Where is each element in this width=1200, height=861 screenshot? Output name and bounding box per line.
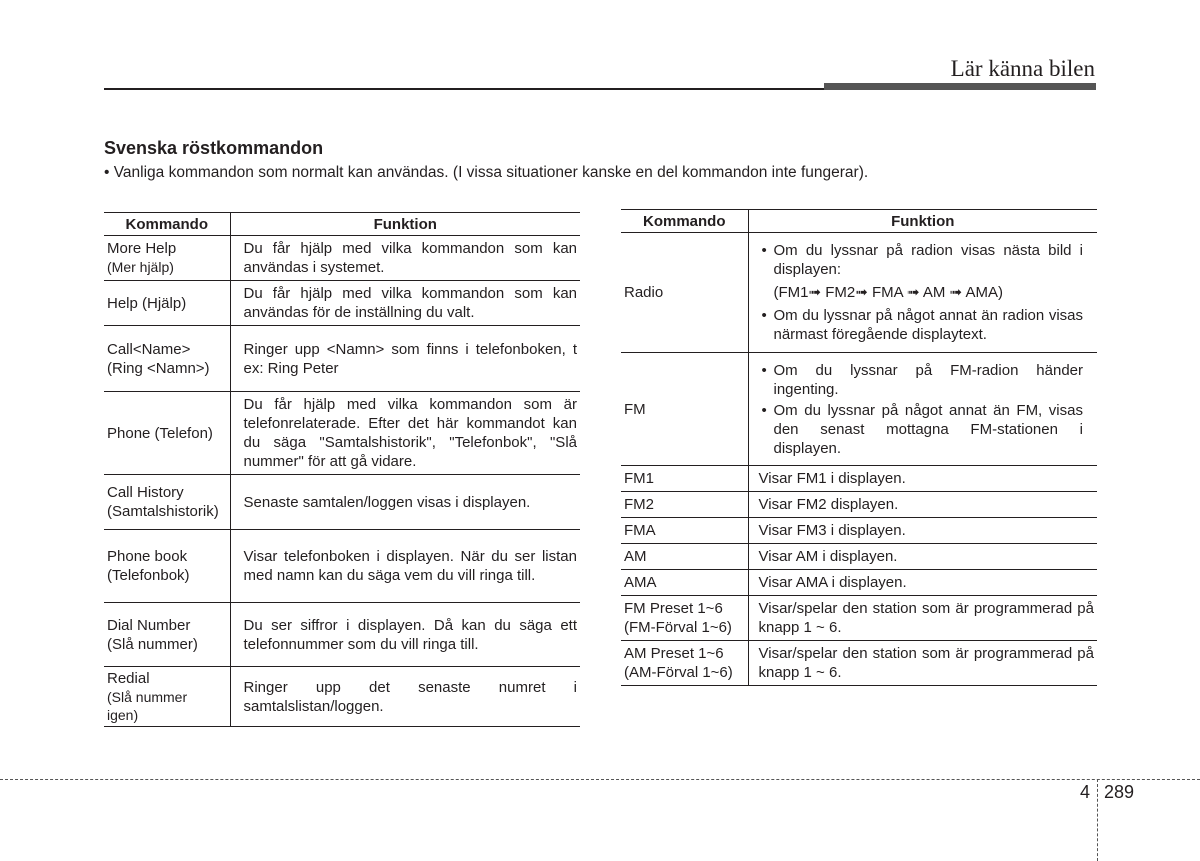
command-name: Redial <box>107 670 150 687</box>
command-name: FMA <box>621 518 748 544</box>
column-header-command: Kommando <box>104 213 230 236</box>
command-translation: (Slå nummer igen) <box>107 689 188 723</box>
function-bullet: • Om du lyssnar på något annat än FM, visas den senast mottagna FM-stationen i displayen. <box>761 401 1083 457</box>
mode-sequence: (FM1➟ FM2➟ FMA ➟ AM ➟ AMA) <box>773 284 1003 301</box>
command-translation: (Slå nummer) <box>107 635 198 653</box>
table-row <box>104 530 580 603</box>
header-rule-accent <box>824 83 1096 90</box>
command-name: AM Preset 1~6 <box>624 645 724 662</box>
command-function: Visar/spelar den station som är programmerad på knapp 1 ~ 6. <box>748 596 1097 641</box>
table-row <box>621 353 1097 466</box>
command-function: Visar FM1 i displayen. <box>748 466 1097 492</box>
command-function: Visar FM3 i displayen. <box>748 518 1097 544</box>
command-function: Visar AMA i displayen. <box>748 570 1097 596</box>
command-function: Du ser siffror i displayen. Då kan du säga ett telefonnummer som du vill ringa till. <box>230 603 580 667</box>
command-name: More Help <box>107 240 177 257</box>
table-row <box>621 233 1097 353</box>
command-function: Senaste samtalen/loggen visas i displayen. <box>230 475 580 530</box>
page-header-title: Lär känna bilen <box>950 56 1095 81</box>
command-name: FM <box>621 353 748 466</box>
table-row <box>104 281 580 326</box>
command-translation: (Ring <Namn>) <box>107 359 210 377</box>
command-translation: (FM-Förval 1~6) <box>624 619 732 636</box>
function-bullet: • Om du lyssnar på radion visas nästa bild i displayen: <box>761 242 1083 278</box>
command-name: Call History <box>107 484 184 501</box>
command-name: FM1 <box>621 466 748 492</box>
command-function: Visar AM i displayen. <box>748 544 1097 570</box>
command-translation: (Samtalshistorik) <box>107 503 219 520</box>
table-row <box>621 544 1097 570</box>
table-row <box>104 392 580 475</box>
command-function: Du får hjälp med vilka kommandon som kan användas i systemet. <box>230 236 580 281</box>
command-function: Ringer upp <Namn> som finns i telefonboken, t ex: Ring Peter <box>230 326 580 392</box>
function-bullet: • Om du lyssnar på FM-radion händer ingenting. <box>761 361 1083 398</box>
table-row <box>104 326 580 392</box>
command-name: Help (Hjälp) <box>107 294 187 312</box>
section-intro: • Vanliga kommandon som normalt kan användas. (I vissa situationer kanske en del kommandon inte fungerar). <box>104 164 869 181</box>
command-name: FM2 <box>621 492 748 518</box>
command-function: Visar FM2 displayen. <box>748 492 1097 518</box>
function-bullet: • Om du lyssnar på något annat än radion visas närmast föregående displaytext. <box>761 307 1083 343</box>
command-name: AMA <box>621 570 748 596</box>
table-row <box>104 475 580 530</box>
table-row <box>621 641 1097 686</box>
footer-divider <box>1097 779 1098 861</box>
column-header-function: Funktion <box>230 213 580 236</box>
command-name: Phone book <box>107 548 188 565</box>
table-row <box>621 518 1097 544</box>
command-name: Dial Number <box>107 616 191 634</box>
phone-commands-table <box>104 212 580 727</box>
chapter-number: 4 <box>1080 782 1091 802</box>
table-row <box>104 236 580 281</box>
command-name: AM <box>621 544 748 570</box>
command-name: Radio <box>621 233 748 353</box>
header-rule <box>104 88 824 90</box>
table-row <box>621 492 1097 518</box>
command-name: FM Preset 1~6 <box>624 600 723 617</box>
section-heading: Svenska röstkommandon <box>104 138 324 158</box>
command-function: Visar telefonboken i displayen. När du ser listan med namn kan du säga vem du vill ringa till. <box>230 530 580 603</box>
column-header-command: Kommando <box>621 210 748 233</box>
table-row <box>621 570 1097 596</box>
command-function: Du får hjälp med vilka kommandon som kan användas för de inställning du valt. <box>230 281 580 326</box>
column-header-function: Funktion <box>748 210 1097 233</box>
page-number: 289 <box>1104 782 1135 802</box>
radio-commands-table <box>621 209 1097 686</box>
command-translation: (AM-Förval 1~6) <box>624 664 733 681</box>
table-row <box>104 667 580 727</box>
table-row <box>104 603 580 667</box>
command-function: Visar/spelar den station som är programmerad på knapp 1 ~ 6. <box>748 641 1097 686</box>
footer-rule <box>0 779 1200 780</box>
table-row <box>621 596 1097 641</box>
command-function: Du får hjälp med vilka kommandon som är telefonrelaterade. Efter det här kommandot kan du säga "Samtalshistorik", "Telefonbok", "Slå nummer" för att gå vidare. <box>230 392 580 475</box>
command-function: Ringer upp det senaste numret i samtalslistan/loggen. <box>230 667 580 727</box>
command-name: Call<Name> <box>107 340 191 358</box>
command-translation: (Telefonbok) <box>107 567 190 584</box>
command-translation: (Mer hjälp) <box>107 259 174 275</box>
command-name: Phone (Telefon) <box>107 424 213 442</box>
table-row <box>621 466 1097 492</box>
